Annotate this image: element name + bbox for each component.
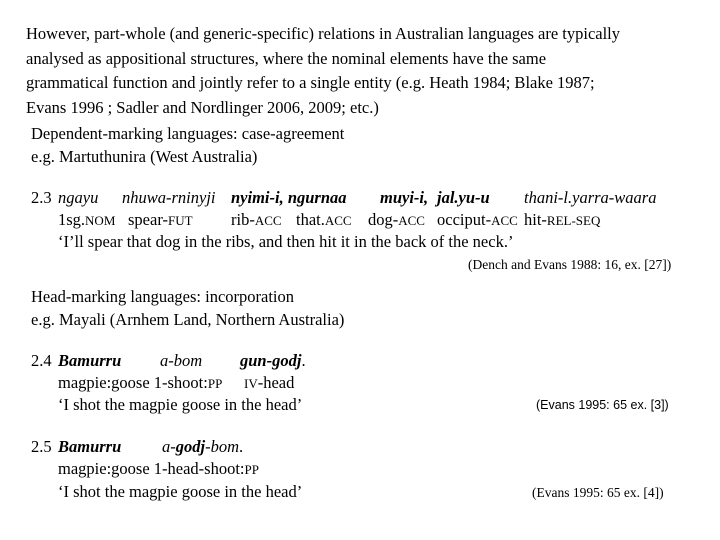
gloss-item: that.ACC	[296, 210, 352, 229]
intro-paragraph	[26, 22, 706, 120]
interlinear-word: Bamurru	[58, 437, 122, 456]
interlinear-word: gun-godj	[240, 351, 302, 370]
example-number: 2.3	[31, 188, 52, 207]
gloss-item: dog-ACC	[368, 210, 425, 229]
intro-line: However, part-whole (and generic-specific) relations in Australian languages are typically	[26, 24, 621, 43]
citation: (Evans 1995: 65 ex. [3])	[536, 398, 669, 412]
citation: (Dench and Evans 1988: 16, ex. [27])	[468, 257, 672, 272]
interlinear-word: ngayu	[58, 188, 99, 207]
gloss-item: IV-head	[244, 373, 295, 392]
example-number: 2.4	[31, 351, 52, 370]
gloss-line: magpie:goose 1-head-shoot:PP	[58, 459, 259, 478]
gloss-item: 1sg.NOM	[58, 210, 116, 229]
gloss-line: magpie:goose 1-shoot:PP	[58, 373, 223, 392]
example-number: 2.5	[31, 437, 52, 456]
intro-line: analysed as appositional structures, where the nominal elements have the same	[26, 48, 547, 68]
interlinear-word: muyi-i,	[380, 188, 429, 207]
free-translation: ‘I’ll spear that dog in the ribs, and then hit it in the back of the neck.’	[58, 232, 514, 251]
head-marking-example-language: e.g. Mayali (Arnhem Land, Northern Australia)	[31, 310, 345, 329]
interlinear-word: a-bom	[160, 351, 203, 370]
free-translation: ‘I shot the magpie goose in the head’	[58, 395, 303, 414]
dependent-marking-heading: Dependent-marking languages: case-agreement	[31, 124, 345, 143]
interlinear-word: Bamurru	[58, 351, 122, 370]
dependent-marking-example-language: e.g. Martuthunira (West Australia)	[31, 147, 258, 166]
interlinear-word: jal.yu-u	[437, 188, 490, 207]
free-translation: ‘I shot the magpie goose in the head’	[58, 482, 303, 501]
interlinear-word: nyimi-i, ngurnaa	[231, 188, 347, 207]
gloss-item: hit-REL-SEQ	[524, 210, 601, 229]
citation: (Evans 1995: 65 ex. [4])	[532, 485, 664, 500]
gloss-item: rib-ACC	[231, 210, 282, 229]
intro-line: Evans 1996 ; Sadler and Nordlinger 2006, 2009; etc.)	[26, 97, 379, 117]
gloss-item: spear-FUT	[128, 210, 193, 229]
head-marking-heading: Head-marking languages: incorporation	[31, 287, 294, 306]
interlinear-word: nhuwa-rninyji	[122, 188, 216, 207]
interlinear-word: thani-l.yarra-waara	[524, 188, 657, 207]
interlinear-word: a-godj-bom.	[162, 437, 244, 456]
gloss-item: occiput-ACC	[437, 210, 518, 229]
intro-line: grammatical function and jointly refer to a single entity (e.g. Heath 1984; Blake 1987;	[26, 73, 595, 92]
